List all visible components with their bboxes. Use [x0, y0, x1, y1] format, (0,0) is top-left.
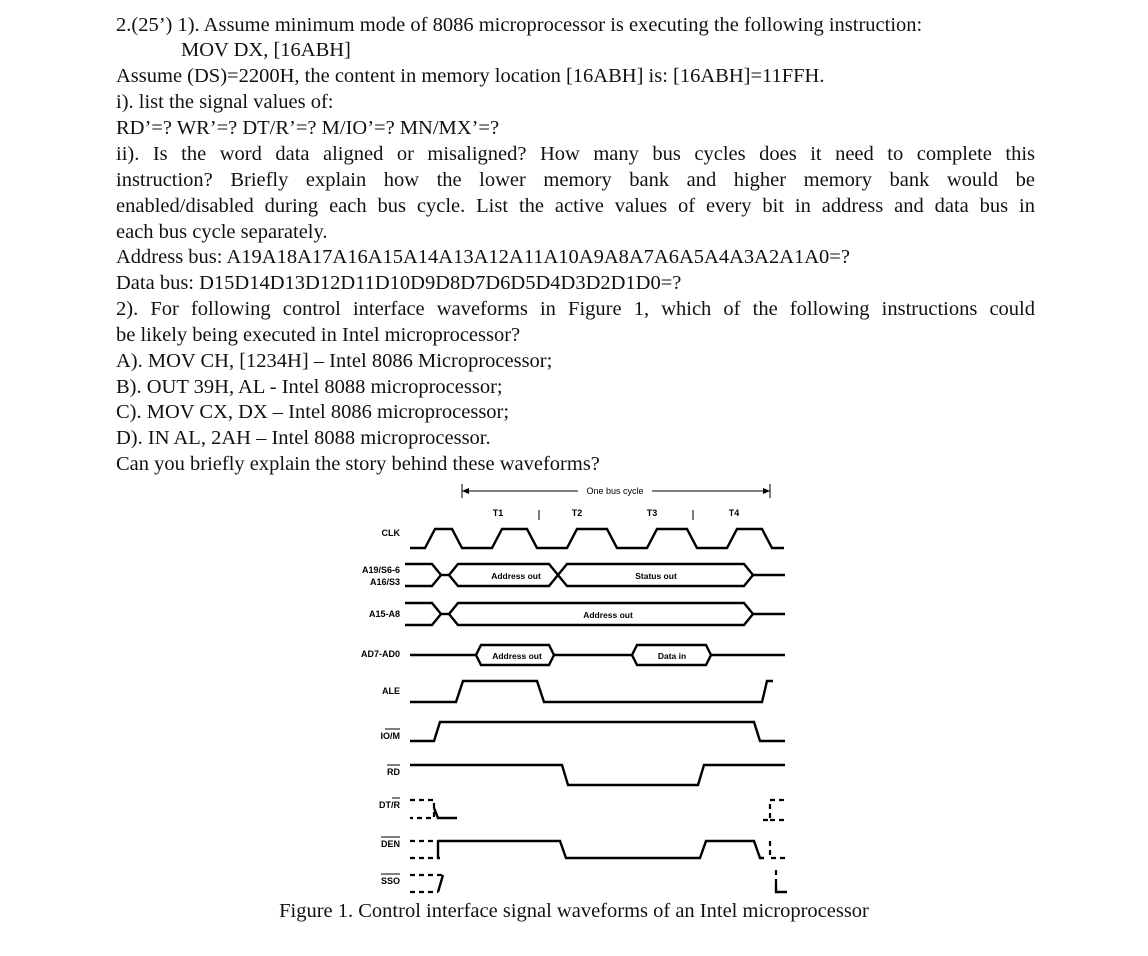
- io-m-label: IO/M: [380, 731, 400, 741]
- t4-label: T4: [728, 508, 740, 518]
- option-b: B). OUT 39H, AL - Intel 8088 microprocessor;: [116, 376, 503, 398]
- sso-waveform: [410, 870, 787, 892]
- question-line-8: enabled/disabled during each bus cycle. List the active values of every bit in address and data bus in: [116, 195, 1035, 217]
- question-line-7: instruction? Briefly explain how the lower memory bank and higher memory bank would be: [116, 169, 1035, 191]
- a19-s6-label: A19/S6-6: [361, 565, 400, 575]
- t3-label: T3: [646, 508, 658, 518]
- question-line-4: i). list the signal values of:: [116, 91, 334, 113]
- rd-label: RD: [387, 767, 400, 777]
- ad7-ad0-bus-waveform: [410, 645, 785, 665]
- rd-waveform: [410, 765, 785, 785]
- io-m-waveform: [410, 722, 785, 741]
- address-out-label-ad: Address out: [492, 651, 542, 661]
- den-waveform: [410, 841, 787, 858]
- ad7-ad0-label: AD7-AD0: [360, 649, 400, 659]
- question-line-9: each bus cycle separately.: [116, 221, 328, 243]
- den-label: DEN: [380, 839, 400, 849]
- status-out-label: Status out: [635, 571, 677, 581]
- ale-waveform: [410, 681, 773, 702]
- sso-label: SSO: [380, 876, 400, 886]
- a16-s3-label: A16/S3: [369, 577, 400, 587]
- question-line-1: 2.(25’) 1). Assume minimum mode of 8086 microprocessor is executing the following instruction:: [116, 14, 923, 36]
- a19-bus-waveform: [405, 564, 785, 586]
- t2-label: T2: [571, 508, 583, 518]
- ale-label: ALE: [382, 686, 400, 696]
- bus-cycle-arrow: [462, 484, 770, 498]
- question-line-6: ii). Is the word data aligned or misaligned? How many bus cycles does it need to complete this: [116, 143, 1035, 165]
- dt-r-label: DT/R: [379, 800, 400, 810]
- a15-a8-bus-waveform: [405, 603, 785, 625]
- clk-waveform: [410, 529, 784, 548]
- question-line-5: RD’=? WR’=? DT/R’=? M/IO’=? MN/MX’=?: [116, 117, 500, 139]
- option-a: A). MOV CH, [1234H] – Intel 8086 Microprocessor;: [116, 350, 553, 372]
- option-d: D). IN AL, 2AH – Intel 8088 microprocessor.: [116, 427, 491, 449]
- data-bus-line: Data bus: D15D14D13D12D11D10D9D8D7D6D5D4D3D2D1D0=?: [116, 272, 682, 294]
- a15-a8-label: A15-A8: [368, 609, 400, 619]
- figure-caption: Figure 1. Control interface signal waveforms of an Intel microprocessor: [279, 900, 869, 922]
- question-line-18: Can you briefly explain the story behind these waveforms?: [116, 453, 600, 475]
- waveform-figure: [0, 478, 1148, 898]
- t1-label: T1: [492, 508, 504, 518]
- signal-labels: [361, 528, 401, 886]
- clk-label: CLK: [381, 528, 400, 538]
- question-line-3: Assume (DS)=2200H, the content in memory location [16ABH] is: [16ABH]=11FFH.: [116, 65, 825, 87]
- address-out-label-a15: Address out: [583, 610, 633, 620]
- option-c: C). MOV CX, DX – Intel 8086 microprocessor;: [116, 401, 510, 423]
- bus-cycle-label: One bus cycle: [586, 486, 644, 496]
- question-line-2: MOV DX, [16ABH]: [181, 39, 351, 61]
- address-out-label-a19: Address out: [491, 571, 541, 581]
- address-bus-line: Address bus: A19A18A17A16A15A14A13A12A11A10A9A8A7A6A5A4A3A2A1A0=?: [116, 246, 850, 268]
- question-line-13: be likely being executed in Intel microprocessor?: [116, 324, 521, 346]
- t-state-labels: [493, 508, 740, 520]
- dt-r-waveform: [410, 800, 787, 820]
- question-line-12: 2). For following control interface waveforms in Figure 1, which of the following instructions could: [116, 298, 1035, 320]
- data-in-label: Data in: [657, 651, 687, 661]
